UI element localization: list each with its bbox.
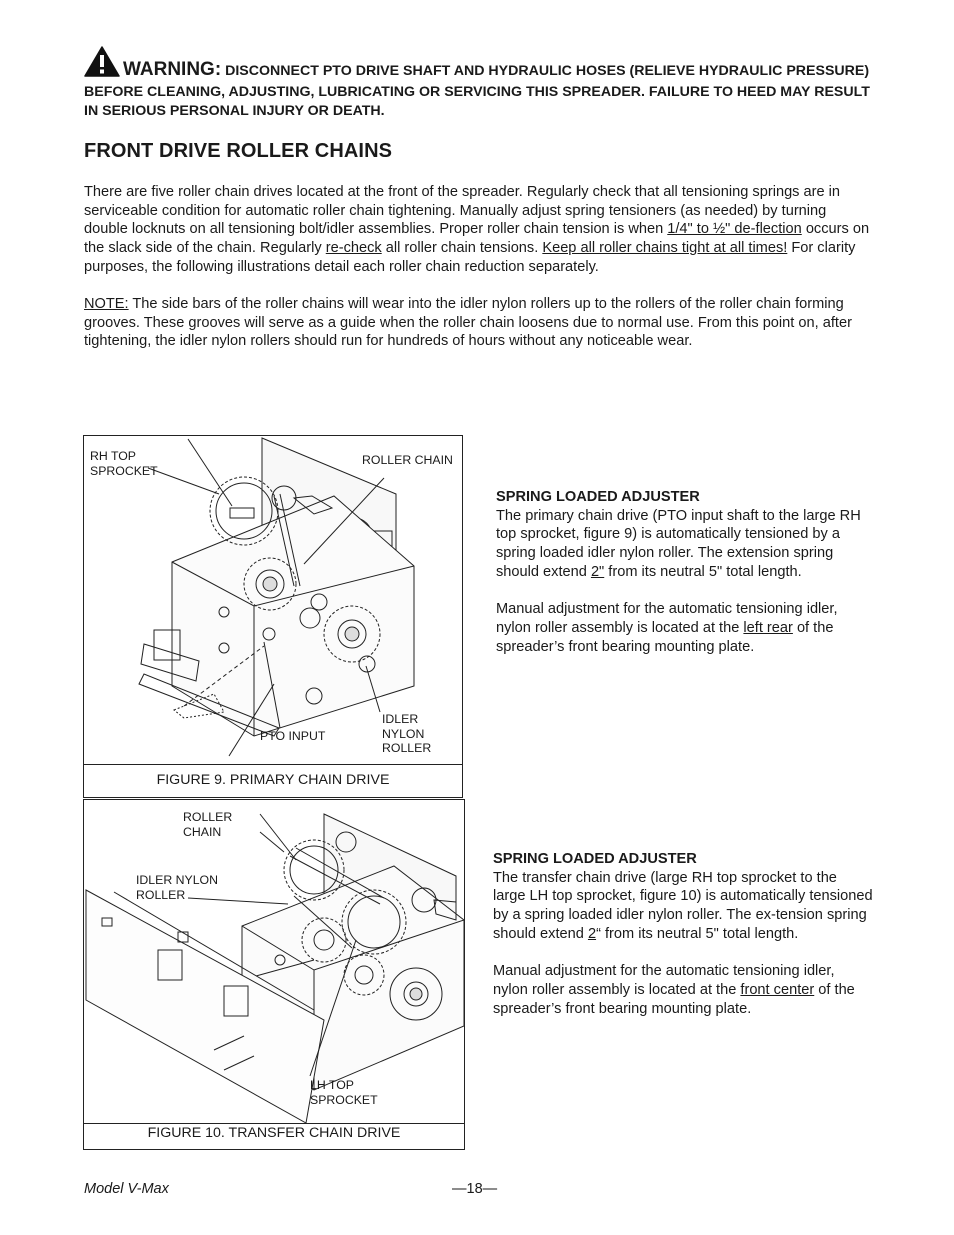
label-lh-top-sprocket: LH TOP SPROCKET: [310, 1078, 378, 1107]
spring-adjuster-primary-title: SPRING LOADED ADJUSTER: [496, 489, 700, 505]
footer-model: Model V-Max: [84, 1181, 169, 1197]
intro-text-a: There are five roller chain drives located at the front of the spreader. Regularly check that all tensioning springs are in serviceable condition for automatic roller chain tightening. Manually adjust spring tensioners (as needed) by turning double locknuts on all tensioning bolt/idler assemblies. Proper roller chain tension is when: [84, 184, 841, 238]
note-paragraph: [84, 295, 874, 351]
label-rh-top-sprocket: RH TOP SPROCKET: [90, 449, 158, 478]
side1-extend-value: 2": [590, 563, 605, 580]
intro-deflection: 1/4" to ½" de-flection: [667, 221, 802, 238]
side2-location: front center: [740, 981, 815, 998]
side2-extend-value: 2: [587, 925, 597, 942]
side2-text-b: “ from its neutral 5" total length.: [596, 925, 799, 942]
side2-text-a: The transfer chain drive (large RH top sprocket to the large LH top sprocket, figure 10) is automatically tensioned by a spring loaded idler nylon roller. The ex-tension spring should extend: [493, 869, 873, 942]
spring-adjuster-transfer-body: [493, 869, 873, 944]
side1-location: left rear: [743, 619, 793, 636]
side1-text-d: of the spreader’s front bearing mounting plate.: [496, 619, 834, 655]
intro-text-d: For clarity purposes, the following illustrations detail each roller chain reduction separately.: [84, 240, 856, 275]
figure-10-caption: FIGURE 10. TRANSFER CHAIN DRIVE: [147, 1125, 401, 1141]
side1-text-b: from its neutral 5" total length.: [604, 563, 802, 580]
intro-recheck: re-check: [325, 240, 382, 257]
figure-10-drawing: [83, 799, 465, 1124]
intro-paragraph: [84, 183, 874, 277]
intro-text-b: occurs on the slack side of the chain. Regularly: [84, 221, 870, 257]
intro-keep-tight: Keep all roller chains tight at all times!: [542, 240, 788, 257]
transfer-chain-drive-illustration: [84, 800, 464, 1123]
side1-text-a: The primary chain drive (PTO input shaft to the large RH top sprocket, figure 9) is automatically tensioned by a spring loaded idler nylon roller. The extension spring should extend: [496, 507, 861, 580]
warning-label: WARNING:: [123, 59, 222, 80]
spring-adjuster-transfer-manual: [493, 962, 873, 1018]
label-roller-chain-fig10: ROLLER CHAIN: [183, 810, 233, 839]
warning-triangle-icon: [84, 46, 120, 83]
label-idler-nylon-roller-fig10: IDLER NYLON ROLLER: [136, 873, 219, 902]
spring-adjuster-primary-body: [496, 507, 876, 582]
figure-9-drawing: [83, 435, 463, 765]
note-text: The side bars of the roller chains will wear into the idler nylon rollers up to the rollers of the roller chain forming grooves. These grooves will serve as a guide when the roller chain loosens due to normal use. From this point on, after tightening, the idler nylon rollers should run for hundreds of hours without any noticeable wear.: [84, 296, 852, 350]
figure-9-caption: FIGURE 9. PRIMARY CHAIN DRIVE: [156, 772, 390, 788]
intro-text-c: all roller chain tensions.: [381, 240, 543, 257]
figure-10-caption-box: [83, 1123, 465, 1150]
label-roller-chain: ROLLER CHAIN: [362, 453, 453, 467]
side2-text-d: of the spreader’s front bearing mounting plate.: [493, 981, 855, 1017]
note-label: NOTE:: [84, 296, 129, 312]
label-idler-nylon-roller: IDLER NYLON ROLLER: [382, 712, 432, 755]
warning-text: DISCONNECT PTO DRIVE SHAFT AND HYDRAULIC HOSES (RELIEVE HYDRAULIC PRESSURE) BEFORE CLEANING, ADJUSTING, LUBRICATING OR SERVICING THIS SPREADER. FAILURE TO HEED MAY RESULT IN SERIOUS PERSONAL INJURY OR DEATH.: [84, 63, 870, 119]
side1-text-c: Manual adjustment for the automatic tensioning idler, nylon roller assembly is located at the: [496, 601, 838, 636]
figure-9-caption-box: [83, 764, 463, 798]
label-pto-input: PTO INPUT: [260, 729, 326, 743]
warning-notice: [84, 46, 884, 121]
spring-adjuster-transfer: [493, 850, 873, 1018]
spring-adjuster-primary-manual: [496, 600, 876, 656]
spring-adjuster-transfer-title: SPRING LOADED ADJUSTER: [493, 851, 697, 867]
spring-adjuster-primary: [496, 488, 876, 656]
side2-text-c: Manual adjustment for the automatic tensioning idler, nylon roller assembly is located at the: [493, 963, 835, 998]
footer-page-number: —18—: [452, 1181, 498, 1197]
section-title: FRONT DRIVE ROLLER CHAINS: [84, 140, 393, 162]
